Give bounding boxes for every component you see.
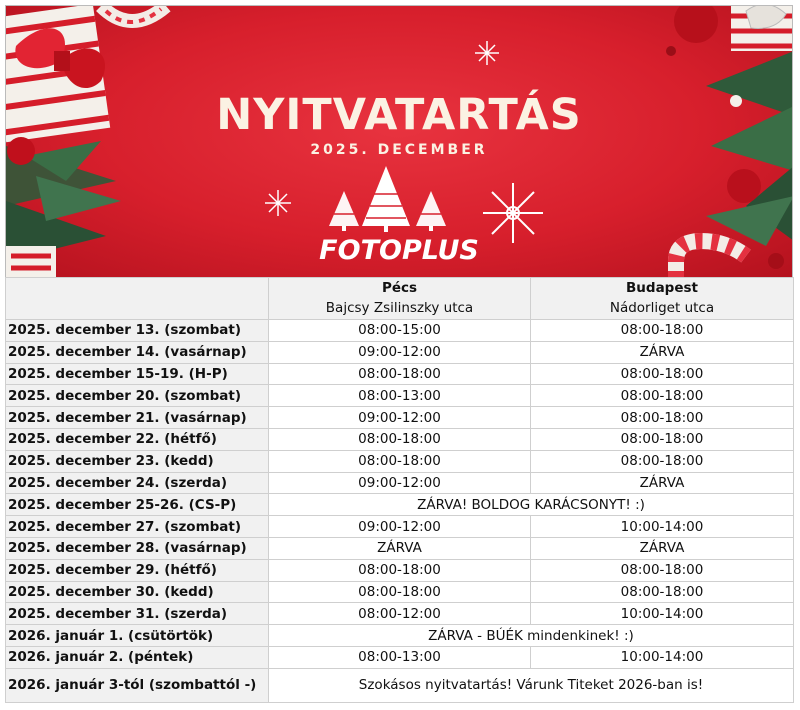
header-city-pecs: Pécs: [269, 278, 531, 299]
row-hours-pecs: 08:00-13:00: [269, 646, 531, 668]
row-hours-pecs: 09:00-12:00: [269, 472, 531, 494]
row-hours-pecs: 09:00-12:00: [269, 407, 531, 429]
table-row: [6, 450, 794, 472]
row-hours-pecs: 08:00-13:00: [269, 385, 531, 407]
row-date: 2025. december 30. (kedd): [6, 581, 269, 603]
row-hours-budapest: 10:00-14:00: [531, 516, 794, 538]
gift-icon: [731, 6, 793, 51]
row-hours-budapest: 08:00-18:00: [531, 320, 794, 342]
table-header-city-row: [6, 278, 794, 299]
page: [5, 5, 793, 703]
row-date: 2025. december 14. (vasárnap): [6, 341, 269, 363]
row-merged-note: ZÁRVA! BOLDOG KARÁCSONYT! :): [269, 494, 794, 516]
row-date: 2026. január 3-tól (szombattól -): [6, 668, 269, 702]
row-date: 2025. december 22. (hétfő): [6, 428, 269, 450]
row-hours-budapest: ZÁRVA: [531, 472, 794, 494]
row-date: 2025. december 28. (vasárnap): [6, 537, 269, 559]
table-row: [6, 494, 794, 516]
brand-logo: FOTOPLUS: [319, 235, 479, 266]
row-hours-pecs: 08:00-15:00: [269, 320, 531, 342]
banner-subtitle: 2025. DECEMBER: [310, 142, 488, 158]
row-date: 2025. december 20. (szombat): [6, 385, 269, 407]
table-row: [6, 581, 794, 603]
row-hours-budapest: 08:00-18:00: [531, 363, 794, 385]
table-row: [6, 428, 794, 450]
opening-hours-table: [5, 277, 794, 703]
row-hours-budapest: 08:00-18:00: [531, 385, 794, 407]
row-hours-budapest: 10:00-14:00: [531, 646, 794, 668]
row-hours-budapest: 08:00-18:00: [531, 581, 794, 603]
row-hours-pecs: 08:00-18:00: [269, 363, 531, 385]
header-city-budapest: Budapest: [531, 278, 794, 299]
row-merged-note: ZÁRVA - BÚÉK mindenkinek! :): [269, 625, 794, 647]
row-hours-pecs: 08:00-18:00: [269, 559, 531, 581]
row-hours-pecs: 09:00-12:00: [269, 516, 531, 538]
candy-cane-icon: [101, 6, 166, 22]
christmas-tree-icon: [329, 166, 446, 232]
holiday-banner: [5, 5, 793, 277]
row-hours-budapest: ZÁRVA: [531, 537, 794, 559]
row-date: 2025. december 27. (szombat): [6, 516, 269, 538]
table-row: [6, 537, 794, 559]
table-row: [6, 341, 794, 363]
row-hours-budapest: 08:00-18:00: [531, 407, 794, 429]
row-date: 2026. január 1. (csütörtök): [6, 625, 269, 647]
row-date: 2025. december 29. (hétfő): [6, 559, 269, 581]
row-date: 2025. december 21. (vasárnap): [6, 407, 269, 429]
table-row: [6, 646, 794, 668]
table-row: [6, 625, 794, 647]
row-merged-note: Szokásos nyitvatartás! Várunk Titeket 2026-ban is!: [269, 668, 794, 702]
row-hours-budapest: 08:00-18:00: [531, 559, 794, 581]
table-row: [6, 407, 794, 429]
row-date: 2025. december 15-19. (H-P): [6, 363, 269, 385]
row-hours-pecs: 08:00-18:00: [269, 581, 531, 603]
row-hours-budapest: ZÁRVA: [531, 341, 794, 363]
row-hours-budapest: 10:00-14:00: [531, 603, 794, 625]
row-hours-pecs: 08:00-12:00: [269, 603, 531, 625]
table-row: [6, 603, 794, 625]
table-row: [6, 320, 794, 342]
row-date: 2025. december 23. (kedd): [6, 450, 269, 472]
table-row: [6, 559, 794, 581]
row-hours-budapest: 08:00-18:00: [531, 450, 794, 472]
table-row: [6, 363, 794, 385]
table-row: [6, 516, 794, 538]
row-date: 2026. január 2. (péntek): [6, 646, 269, 668]
row-hours-budapest: 08:00-18:00: [531, 428, 794, 450]
ornament-ball-icon: [727, 169, 761, 203]
header-street-pecs: Bajcsy Zsilinszky utca: [269, 299, 531, 320]
row-hours-pecs: 09:00-12:00: [269, 341, 531, 363]
ornament-ball-icon: [674, 6, 718, 43]
row-date: 2025. december 13. (szombat): [6, 320, 269, 342]
row-date: 2025. december 31. (szerda): [6, 603, 269, 625]
table-row: [6, 472, 794, 494]
row-hours-pecs: ZÁRVA: [269, 537, 531, 559]
banner-title: NYITVATARTÁS: [216, 90, 582, 140]
header-empty-cell: [6, 278, 269, 320]
row-hours-pecs: 08:00-18:00: [269, 428, 531, 450]
table-row: [6, 385, 794, 407]
row-date: 2025. december 24. (szerda): [6, 472, 269, 494]
header-street-budapest: Nádorliget utca: [531, 299, 794, 320]
row-date: 2025. december 25-26. (CS-P): [6, 494, 269, 516]
row-hours-pecs: 08:00-18:00: [269, 450, 531, 472]
table-row: [6, 668, 794, 702]
